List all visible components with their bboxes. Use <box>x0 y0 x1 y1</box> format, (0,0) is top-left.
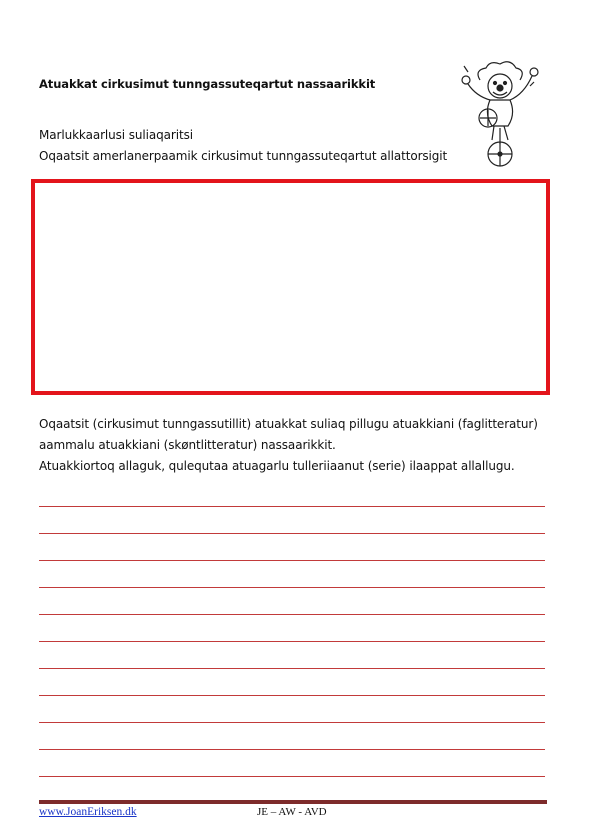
writing-line[interactable] <box>39 614 545 615</box>
writing-line[interactable] <box>39 587 545 588</box>
task-text-line: Oqaatsit (cirkusimut tunngassutillit) atuakkat suliaq pillugu atuakkiani (faglitteratur) <box>39 417 538 431</box>
writing-line[interactable] <box>39 506 545 507</box>
website-link[interactable]: www.JoanEriksen.dk <box>39 806 137 818</box>
clown-illustration-icon <box>448 58 548 170</box>
writing-line[interactable] <box>39 560 545 561</box>
footer-divider <box>39 800 547 804</box>
worksheet-title: Atuakkat cirkusimut tunngassuteqartut nassaarikkit <box>39 77 376 91</box>
footer-author-code: JE – AW - AVD <box>257 806 327 818</box>
writing-line[interactable] <box>39 668 545 669</box>
instruction-line: Oqaatsit amerlanerpaamik cirkusimut tunngassuteqartut allattorsigit <box>39 149 448 163</box>
writing-line[interactable] <box>39 641 545 642</box>
task-text-line: aammalu atuakkiani (skøntlitteratur) nassaarikkit. <box>39 438 336 452</box>
instruction-line: Marlukkaarlusi suliaqaritsi <box>39 128 193 142</box>
writing-line[interactable] <box>39 749 545 750</box>
task-text-line: Atuakkiortoq allaguk, qulequtaa atuagarlu tulleriiaanut (serie) ilaappat allallugu. <box>39 459 515 473</box>
writing-line[interactable] <box>39 695 545 696</box>
writing-line[interactable] <box>39 776 545 777</box>
writing-line[interactable] <box>39 722 545 723</box>
writing-line[interactable] <box>39 533 545 534</box>
answer-box[interactable] <box>31 179 550 395</box>
